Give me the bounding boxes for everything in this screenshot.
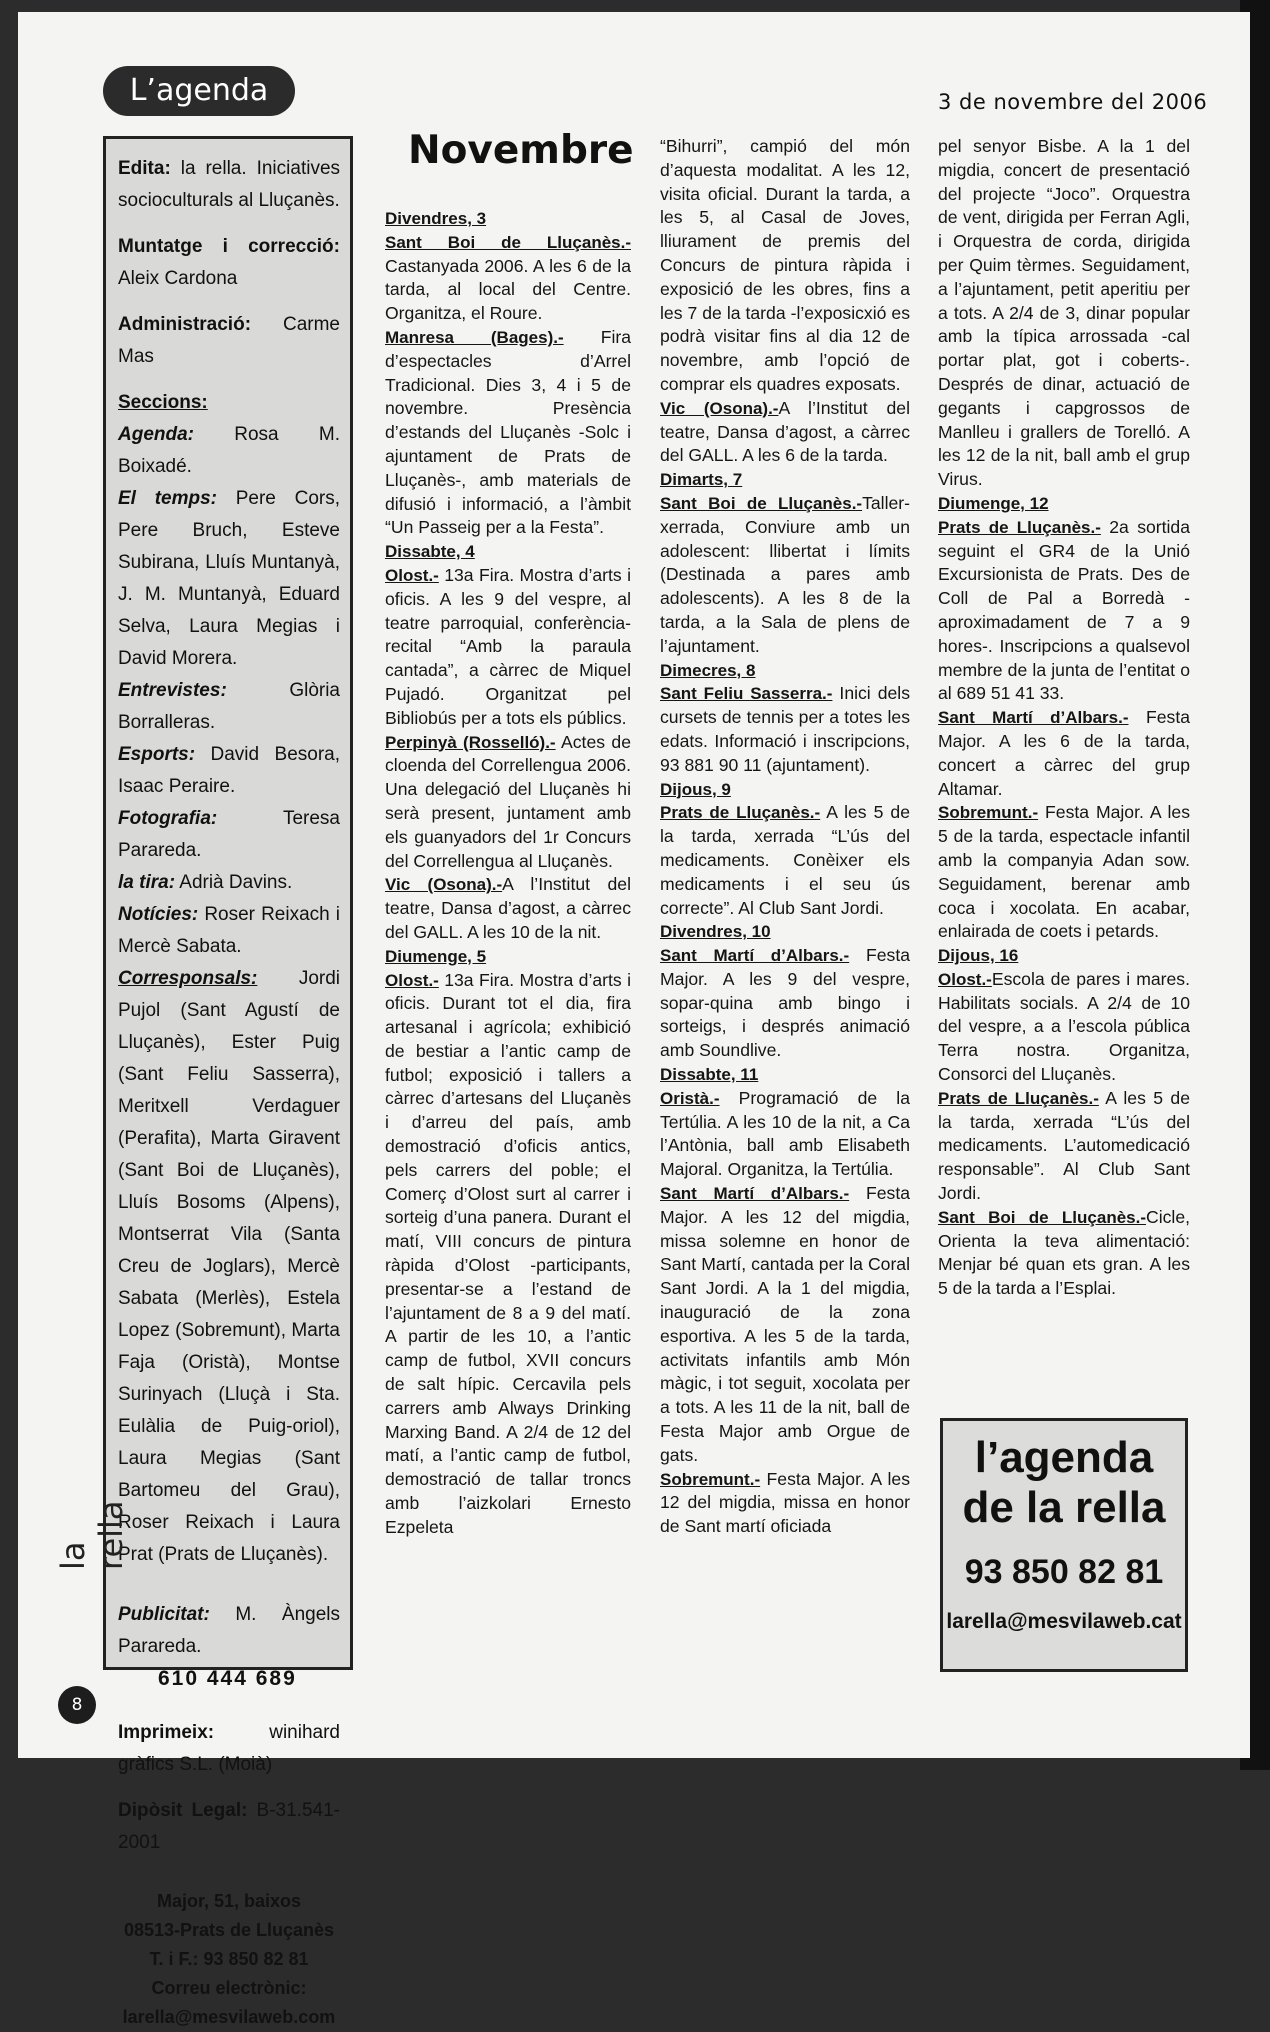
agenda-entry [660, 1182, 910, 1468]
credit-muntatge: Muntatge i correcció: Aleix Cardona [118, 236, 340, 289]
entry-text: A les 5 de la tarda, xerrada “L’ús del medicaments. Conèixer els medicaments i el seu ús correcte”. Al Club Sant Jordi. [660, 802, 910, 918]
agenda-day-heading [660, 659, 910, 683]
entry-text: Fira d’espectacles d’Arrel Tradicional. Dies 3, 4 i 5 de novembre. Presència d’estands del Lluçanès -Solc i ajuntament de Prats de Lluçanès-, amb materials de difusió i informació, a l’àmbit “Un Passeig per a la Festa”. [385, 326, 631, 538]
place-label: Perpinyà (Rosselló).- [385, 732, 556, 752]
agenda-entry [385, 731, 631, 874]
entry-text: A l’Institut del teatre, Dansa d’agost, a càrrec del GALL. A les 10 de la nit. [385, 874, 631, 942]
agenda-day-heading [938, 492, 1190, 516]
day-label: Divendres, 3 [385, 209, 487, 228]
credit-imprimeix: Imprimeix: winihard gràfics S.L. (Moià) [118, 1722, 340, 1775]
credit-administracio: Administració: Carme Mas [118, 314, 340, 367]
publisher-address [118, 1887, 340, 2032]
entry-text: 13a Fira. Mostra d’arts i oficis. Durant tot el dia, fira artesanal i agrícola; exhibició de bestiar a l’antic camp de futbol; exposició i tallers a càrrec d’artesans del Lluçanès i d’arreu del país, amb demostració d’oficis antics, pels carrers del poble; el Comerç d’Olost surt al carrer i sorteig d’una panera. Durant el matí, VIII concurs de pintura ràpida d’Olost -participants, presentar-se a l’estand de l’ajuntament de 8 a 9 del matí. A partir de les 10, a l’antic camp de futbol, XVII concurs de salt hípic. Cercavila pels carrers amb Always Drinking Marxing Band. A 2/4 de 12 del matí, a l’antic camp de futbol, demostració de tallar troncs amb l’aizkolari Ernesto Ezpeleta [385, 969, 631, 1537]
entry-text: Castanyada 2006. A les 6 de la tarda, al local del Centre. Organitza, el Roure. [385, 255, 631, 324]
place-label: Sant Boi de Lluçanès.- [385, 232, 631, 252]
agenda-entry [938, 516, 1190, 706]
day-label: Dijous, 16 [938, 946, 1019, 966]
entry-text: Programació de la Tertúlia. A les 10 de la nit, a Ca l’Antònia, ball amb Elisabeth Majoral. Organitza, la Tertúlia. [660, 1087, 910, 1180]
entry-text: Cicle, Orienta la teva alimentació: Menjar bé quan ets gran. A les 5 de la tarda a l’Esplai. [938, 1206, 1190, 1299]
agenda-entry [660, 397, 910, 468]
day-label: Dimarts, 7 [660, 470, 743, 490]
entry-text: Taller-xerrada, Conviure amb un adolescent: llibertat i límits (Destinada a pares amb adolescents). A les 8 de la tarda, a la Sala de plens de l’ajuntament. [660, 492, 910, 656]
address-line: Major, 51, baixos [156, 1891, 302, 1911]
place-label: Olost.- [385, 970, 439, 990]
place-label: Sant Martí d’Albars.- [660, 946, 850, 966]
agenda-entry [660, 1087, 910, 1182]
credit-publicitat: Publicitat: M. Àngels Parareda. [118, 1604, 341, 1657]
credit-agenda: Agenda: Rosa M. Boixadé. [118, 424, 340, 477]
agenda-column-1 [385, 207, 631, 1540]
agenda-day-heading [660, 778, 910, 802]
entry-text: A les 5 de la tarda, xerrada “L’ús del medicaments. L’automedicació responsable”. Al Club Sant Jordi. [938, 1087, 1190, 1204]
credit-diposit: Dipòsit Legal: B-31.541-2001 [118, 1800, 340, 1853]
agenda-promo-box [940, 1418, 1188, 1672]
credit-temps: El temps: Pere Cors, Pere Bruch, Esteve Subirana, Lluís Muntanyà, J. M. Muntanyà, Eduard Selva, Laura Megias i David Morera. [118, 488, 340, 669]
place-label: Manresa (Bages).- [385, 327, 564, 347]
agenda-entry [660, 492, 910, 659]
credit-entrevistes: Entrevistes: Glòria Borralleras. [118, 680, 340, 733]
agenda-entry [938, 706, 1190, 801]
place-label: Sant Martí d’Albars.- [938, 708, 1129, 728]
promo-phone: 93 850 82 81 [964, 1553, 1164, 1591]
promo-email[interactable]: larella@mesvilaweb.cat [946, 1610, 1182, 1633]
agenda-entry [385, 326, 631, 540]
entry-text: Festa Major. A les 6 de la tarda, concert a càrrec del grup Altamar. [938, 707, 1190, 799]
entry-text: Festa Major. A les 5 de la tarda, espectacle infantil amb la companyia Adan sow. Seguidament, berenar amb coca i xocolata. En acabar, enlairada de coets i petards. [938, 802, 1190, 942]
entry-text: “Bihurri”, campió del món d’aquesta modalitat. A les 12, visita oficial. Durant la tarda, a les 5, al Casal de Joves, lliurament de premis del Concurs de pintura ràpida i exposició de les obres, fins a les 7 de la tarda -l’exposicxió es podrà visitar fins al dia 12 de novembre, amb l’opció de comprar els quadres exposats. [660, 136, 910, 394]
day-label: Dissabte, 11 [660, 1065, 759, 1085]
place-label: Prats de Lluçanès.- [938, 1088, 1099, 1108]
entry-text: Actes de cloenda del Correllengua 2006. Una delegació del Lluçanès hi serà present, juntament amb els guanyadors del 1r Concurs del Correllengua al Lluçanès. [385, 731, 631, 871]
section-title: L’agenda [103, 66, 295, 116]
agenda-column-2 [660, 135, 910, 1539]
agenda-entry [385, 231, 631, 326]
day-label: Dissabte, 4 [385, 542, 475, 562]
agenda-entry [660, 801, 910, 920]
place-label: Olost.- [938, 969, 992, 989]
place-label: Oristà.- [660, 1088, 720, 1108]
place-label: Sant Boi de Lluçanès.- [660, 493, 863, 513]
credit-edita: Edita: la rella. Iniciatives socioculturals al Lluçanès. [118, 158, 341, 211]
agenda-entry [385, 969, 631, 1540]
credits-box [103, 136, 353, 2027]
address-line: Correu electrònic: [151, 1978, 307, 1998]
agenda-entry [385, 873, 631, 944]
credit-tira: la tira: Adrià Davins. [118, 872, 293, 893]
agenda-entry [385, 564, 631, 731]
magazine-brand: la rella [54, 1500, 130, 1570]
credit-seccions: Seccions: [118, 392, 208, 413]
page-number: 8 [58, 1686, 96, 1724]
address-line: 08513-Prats de Lluçanès [123, 1920, 335, 1940]
credit-fotografia: Fotografia: Teresa Parareda. [118, 808, 340, 861]
agenda-column-3 [938, 135, 1190, 1301]
credit-corresponsals: Corresponsals: Jordi Pujol (Sant Agustí de Lluçanès), Ester Puig (Sant Feliu Sasserra), Meritxell Verdaguer (Perafita), Marta Giravent (Sant Boi de Lluçanès), Lluís Bosoms (Alpens), Montserrat Vila (Santa Creu de Joglars), Mercè Sabata (Merlès), Estela Lopez (Sobremunt), Marta Faja (Oristà), Montse Surinyach (Lluçà i Sta. Eulàlia de Puig-oriol), Laura Megias (Sant Bartomeu del Grau), Roser Reixach i Laura Prat (Prats de Lluçanès). [118, 968, 340, 1565]
entry-text: 2a sortida seguint el GR4 de la Unió Excursionista de Prats. Des de Coll de Pal a Borredà -aproximadament de 7 a 9 hores-. Inscripcions a qualsevol membre de la junta de l’entitat o al 689 51 41 33. [938, 516, 1191, 704]
place-label: Vic (Osona).- [660, 398, 779, 418]
day-label: Divendres, 10 [660, 922, 771, 942]
place-label: Sant Feliu Sasserra.- [660, 684, 833, 704]
entry-text: pel senyor Bisbe. A la 1 del migdia, concert de presentació del projecte “Joco”. Orquestra de vent, dirigida per Ferran Agli, i Orquestra de corda, dirigida per Quim tèrmes. Seguidament, a l’ajuntament, petit aperitiu per a tots. A 2/4 de 3, dinar popular amb la típica arrossada -cal portar plat, got i coberts-. Després de dinar, actuació de gegants i capgrossos de Manlleu i grallers de Torelló. A les 12 de la nit, ball amb el grup Virus. [938, 136, 1190, 490]
place-label: Sant Martí d’Albars.- [660, 1184, 850, 1204]
address-line: T. i F.: 93 850 82 81 [149, 1949, 309, 1969]
entry-text: Festa Major. A les 9 del vespre, sopar-quina amb bingo i sorteigs, i després animació amb Soundlive. [660, 945, 910, 1061]
place-label: Vic (Osona).- [385, 875, 503, 895]
agenda-day-heading [938, 944, 1190, 968]
day-label: Dijous, 9 [660, 779, 731, 799]
day-label: Diumenge, 5 [385, 946, 487, 966]
promo-title-line1: l’agenda [974, 1433, 1154, 1482]
place-label: Sant Boi de Lluçanès.- [938, 1207, 1146, 1227]
place-label: Prats de Lluçanès.- [938, 517, 1101, 537]
place-label: Olost.- [385, 565, 439, 585]
agenda-entry [660, 135, 910, 397]
credit-esports: Esports: David Besora, Isaac Peraire. [118, 744, 340, 797]
entry-text: Inici dels cursets de tennis per a totes les edats. Informació i inscripcions, 93 881 90 11 (ajuntament). [660, 683, 910, 775]
agenda-entry [660, 944, 910, 1063]
day-label: Dimecres, 8 [660, 660, 756, 680]
agenda-entry [938, 801, 1190, 944]
agenda-day-heading [660, 468, 910, 492]
place-label: Sobremunt.- [660, 1469, 761, 1489]
agenda-entry [938, 1206, 1190, 1301]
promo-title-line2: de la rella [962, 1483, 1166, 1532]
agenda-day-heading [660, 920, 910, 944]
entry-text: Festa Major. A les 12 del migdia, missa solemne en honor de Sant Martí, cantada per la Coral Sant Jordi. A la 1 del migdia, inauguració de la zona esportiva. A les 5 de la tarda, activitats infantils amb Món màgic, i tot seguit, xocolata per a tots. A les 11 de la nit, ball de Festa Major amb Orgue de gats. [660, 1183, 910, 1465]
entry-text: Festa Major. A les 12 del migdia, missa en honor de Sant martí oficiada [660, 1468, 910, 1537]
day-label: Diumenge, 12 [938, 493, 1049, 513]
agenda-entry [938, 135, 1190, 492]
agenda-entry [660, 1468, 910, 1539]
entry-text: 13a Fira. Mostra d’arts i oficis. A les 9 del vespre, al teatre parroquial, conferència-recital “Amb la paraula cantada”, a càrrec de Miquel Pujadó. Organitzat pel Bibliobús per a tots els públics. [385, 564, 631, 728]
month-title: Novembre [408, 128, 634, 173]
place-label: Prats de Lluçanès.- [660, 803, 821, 823]
agenda-day-heading [385, 945, 631, 969]
entry-text: Escola de pares i mares. Habilitats socials. A 2/4 de 10 del vespre, a a l’escola pública Terra nostra. Organitza, Consorci del Lluçanès. [938, 968, 1190, 1085]
agenda-entry [938, 1087, 1190, 1206]
agenda-day-heading [385, 540, 631, 564]
issue-date: 3 de novembre del 2006 [938, 90, 1208, 114]
agenda-entry [660, 682, 910, 777]
agenda-day-heading [385, 207, 631, 231]
email-link[interactable]: larella@mesvilaweb.com [122, 2007, 336, 2027]
agenda-day-heading [660, 1063, 910, 1087]
entry-text: A l’Institut del teatre, Dansa d’agost, a càrrec del GALL. A les 6 de la tarda. [660, 397, 910, 466]
agenda-entry [938, 968, 1190, 1087]
credit-noticies: Notícies: Roser Reixach i Mercè Sabata. [118, 904, 341, 957]
publicitat-phone: 610 444 689 [158, 1667, 297, 1690]
place-label: Sobremunt.- [938, 803, 1039, 823]
